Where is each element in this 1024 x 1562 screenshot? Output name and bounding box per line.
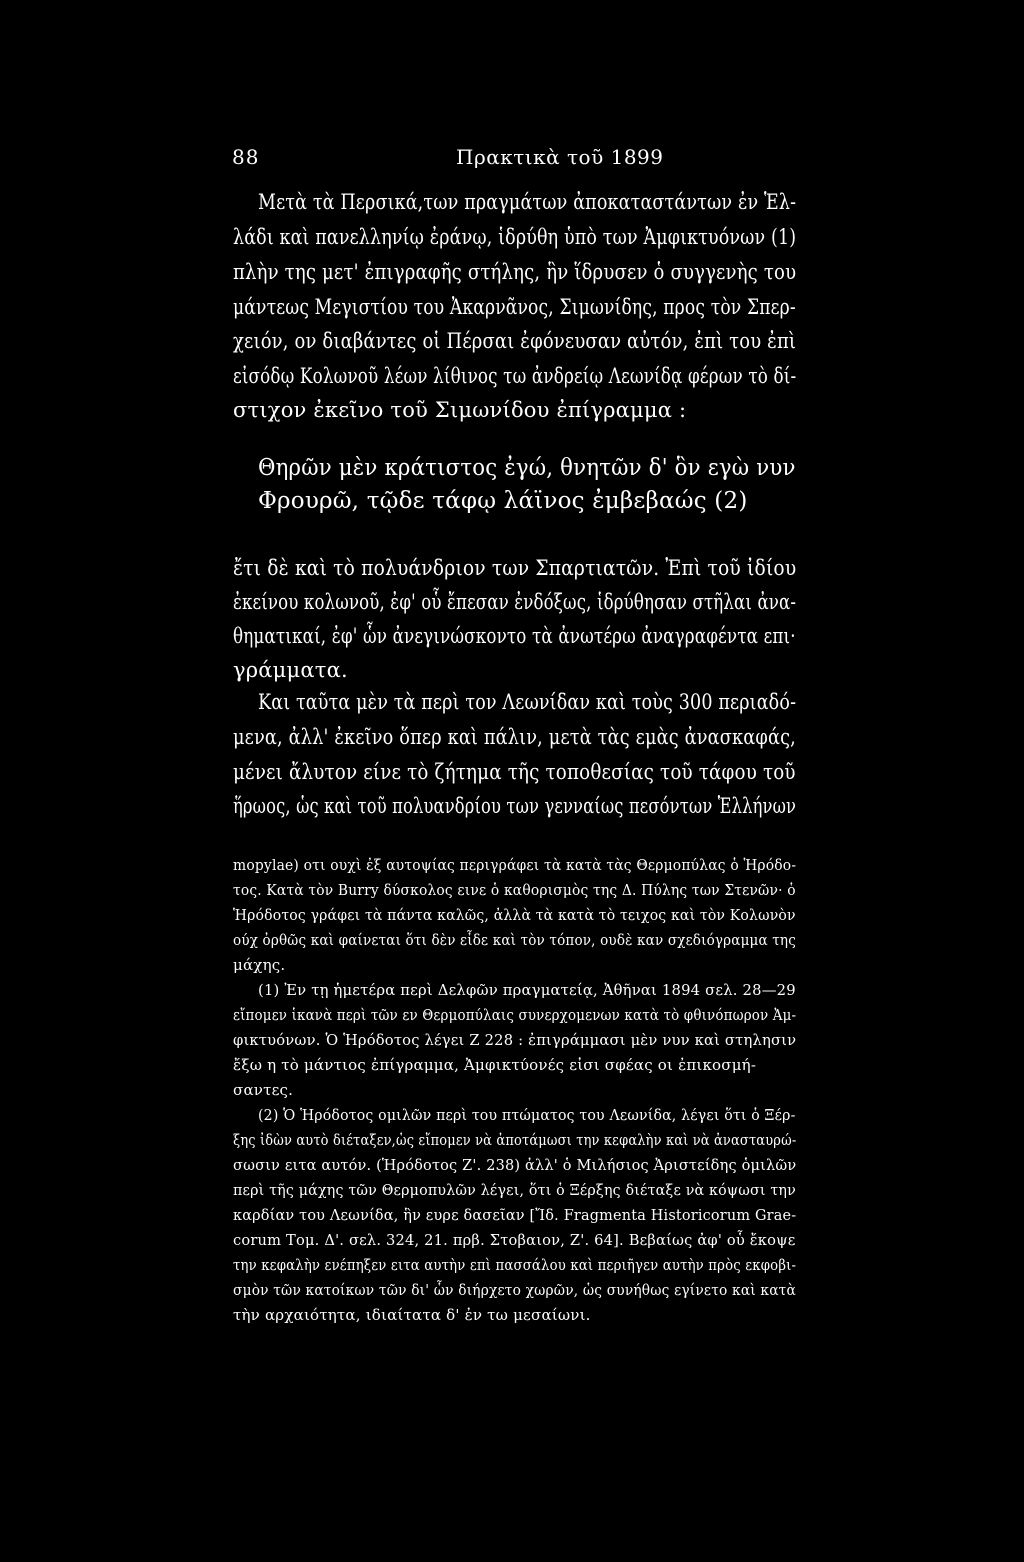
footnote-line: σμὸν τῶν κατοίκων τῶν δι' ὧν διήρχετο χωρῶν, ὡς συνήθως εγίνετο καὶ κατὰ — [233, 1281, 796, 1299]
footnote-line: καρδίαν του Λεωνίδα, ἣν ευρε δασεῖαν [Ἴδ. Fragmenta Historicorum Grae- — [233, 1206, 797, 1224]
text-line: ἥρωος, ὡς καὶ τοῦ πολυανδρίου των γενναίως πεσόντων Ἑλλήνων — [233, 794, 797, 818]
footnote-line: τος. Κατὰ τὸν Burry δύσκολος εινε ὁ καθορισμὸς της Δ. Πύλης των Στενῶν· ὁ — [233, 881, 796, 899]
footnote-line: σαντες. — [233, 1081, 294, 1099]
text-line: εἰσόδῳ Κολωνοῦ λέων λίθινος τω ἀνδρείῳ Λεωνίδᾳ φέρων τὸ δί- — [233, 364, 797, 388]
footnote-line: ξης ἰδὼν αυτὸ διέταξεν,ὡς εἴπομεν νὰ ἀποτάμωσι την κεφαλὴν καὶ νὰ ἀνασταυρώ- — [233, 1131, 797, 1149]
footnote-line: την κεφαλὴν ενέπηξεν ειτα αυτὴν επὶ πασσάλου καὶ περιῆγεν αυτὴν πρὸς εκφοβι- — [233, 1256, 797, 1274]
footnote-line: ἔξω η τὸ μάντιος ἐπίγραμμα, Ἀμφικτύονές εἰσι σφέας οι ἐπικοσμή- — [233, 1056, 757, 1074]
text-line: μάντεως Μεγιστίου του Ἀκαρνᾶνος, Σιμωνίδης, προς τὸν Σπερ- — [233, 295, 796, 319]
footnote-line: corum Τομ. Δ'. σελ. 324, 21. πρβ. Στοβαιον, Ζ'. 64]. Βεβαίως ἀφ' οὗ ἔκοψε — [233, 1231, 796, 1249]
verse-line: Θηρῶν μὲν κράτιστος ἐγώ, θνητῶν δ' ὃν εγὼ νυν — [258, 455, 796, 481]
text-line: λάδι καὶ πανελληνίῳ ἐράνῳ, ἱδρύθη ὑπὸ των Ἀμφικτυόνων (1) — [233, 225, 797, 249]
footnote-line: (2) Ὁ Ἡρόδοτος ομιλῶν περὶ του πτώματος του Λεωνίδα, λέγει ὅτι ὁ Ξέρ- — [258, 1106, 796, 1124]
text-line: γράμματα. — [233, 658, 348, 682]
footnote-line: σωσιν ειτα αυτόν. (Ἡρόδοτος Ζ'. 238) ἀλλ' ὁ Μιλήσιος Ἀριστείδης ὁμιλῶν — [233, 1156, 797, 1174]
text-line: ἐκείνου κολωνοῦ, ἐφ' οὗ ἔπεσαν ἐνδόξως, ἱδρύθησαν στῆλαι ἀνα- — [233, 590, 797, 614]
footnote-line: περὶ τῆς μάχης τῶν Θερμοπυλῶν λέγει, ὅτι ὁ Ξέρξης διέταξε νὰ κόψωσι την — [233, 1181, 796, 1199]
text-line: Μετὰ τὰ Περσικά,των πραγμάτων ἀποκαταστάντων ἐν Ἑλ- — [258, 190, 797, 214]
page-header — [232, 145, 792, 175]
footnote-line: φικτυόνων. Ὁ Ἡρόδοτος λέγει Ζ 228 : ἐπιγράμμασι μὲν νυν καὶ στηλησιν — [233, 1031, 797, 1049]
footnote-line: τὴν αρχαιότητα, ιδιαίτατα δ' ἐν τω μεσαίωνι. — [233, 1306, 591, 1324]
running-title: Πρακτικὰ τοῦ 1899 — [456, 145, 664, 169]
text-line: στιχον ἐκεῖνο τοῦ Σιμωνίδου ἐπίγραμμα : — [233, 398, 687, 422]
verse-line: Φρουρῶ, τῷδε τάφῳ λάϊνος ἐμβεβαώς (2) — [258, 488, 748, 514]
footnote-line: mopylae) οτι ουχὶ ἐξ αυτοψίας περιγράφει τὰ κατὰ τὰς Θερμοπύλας ὁ Ἡρόδο- — [233, 856, 797, 874]
text-line: μένει ἄλυτον είνε τὸ ζήτημα τῆς τοποθεσίας τοῦ τάφου τοῦ — [233, 760, 796, 784]
footnote-line: Ἡρόδοτος γράφει τὰ πάντα καλῶς, ἀλλὰ τὰ κατὰ τὸ τειχος καὶ τὸν Κολωνὸν — [233, 906, 796, 924]
footnote-line: μάχης. — [233, 956, 286, 974]
text-line: μενα, ἀλλ' ἐκεῖνο ὅπερ καὶ πάλιν, μετὰ τὰς εμὰς ἀνασκαφάς, — [233, 725, 796, 749]
text-line: χειόν, ον διαβάντες οἱ Πέρσαι ἐφόνευσαν αὐτόν, ἐπὶ του ἐπὶ — [233, 329, 797, 353]
footnote-line: (1) Ἐν τῃ ἡμετέρα περὶ Δελφῶν πραγματείᾳ, Ἀθῆναι 1894 σελ. 28—29 — [258, 981, 796, 999]
text-line: ἔτι δὲ καὶ τὸ πολυάνδριον των Σπαρτιατῶν. Ἐπὶ τοῦ ἰδίου — [233, 556, 797, 580]
page-number: 88 — [232, 145, 260, 169]
footnote-line: εἴπομεν ἱκανὰ περὶ τῶν εν Θερμοπύλαις συνερχομενων κατὰ τὸ φθινόπωρον Ἀμ- — [233, 1006, 797, 1024]
footnote-line: ούχ ὀρθῶς καὶ φαίνεται ὅτι δὲν εἶδε καὶ τὸν τόπον, ουδὲ καν σχεδιόγραμμα της — [233, 931, 796, 949]
text-line: πλὴν της μετ' ἐπιγραφῆς στήλης, ἣν ἵδρυσεν ὁ συγγενὴς του — [233, 260, 797, 284]
text-line: Και ταῦτα μὲν τὰ περὶ τον Λεωνίδαν καὶ τοὺς 300 περιαδό- — [258, 690, 797, 714]
text-line: θηματικαί, ἐφ' ὧν ἀνεγινώσκοντο τὰ ἀνωτέρω ἀναγραφέντα επι· — [233, 624, 796, 648]
